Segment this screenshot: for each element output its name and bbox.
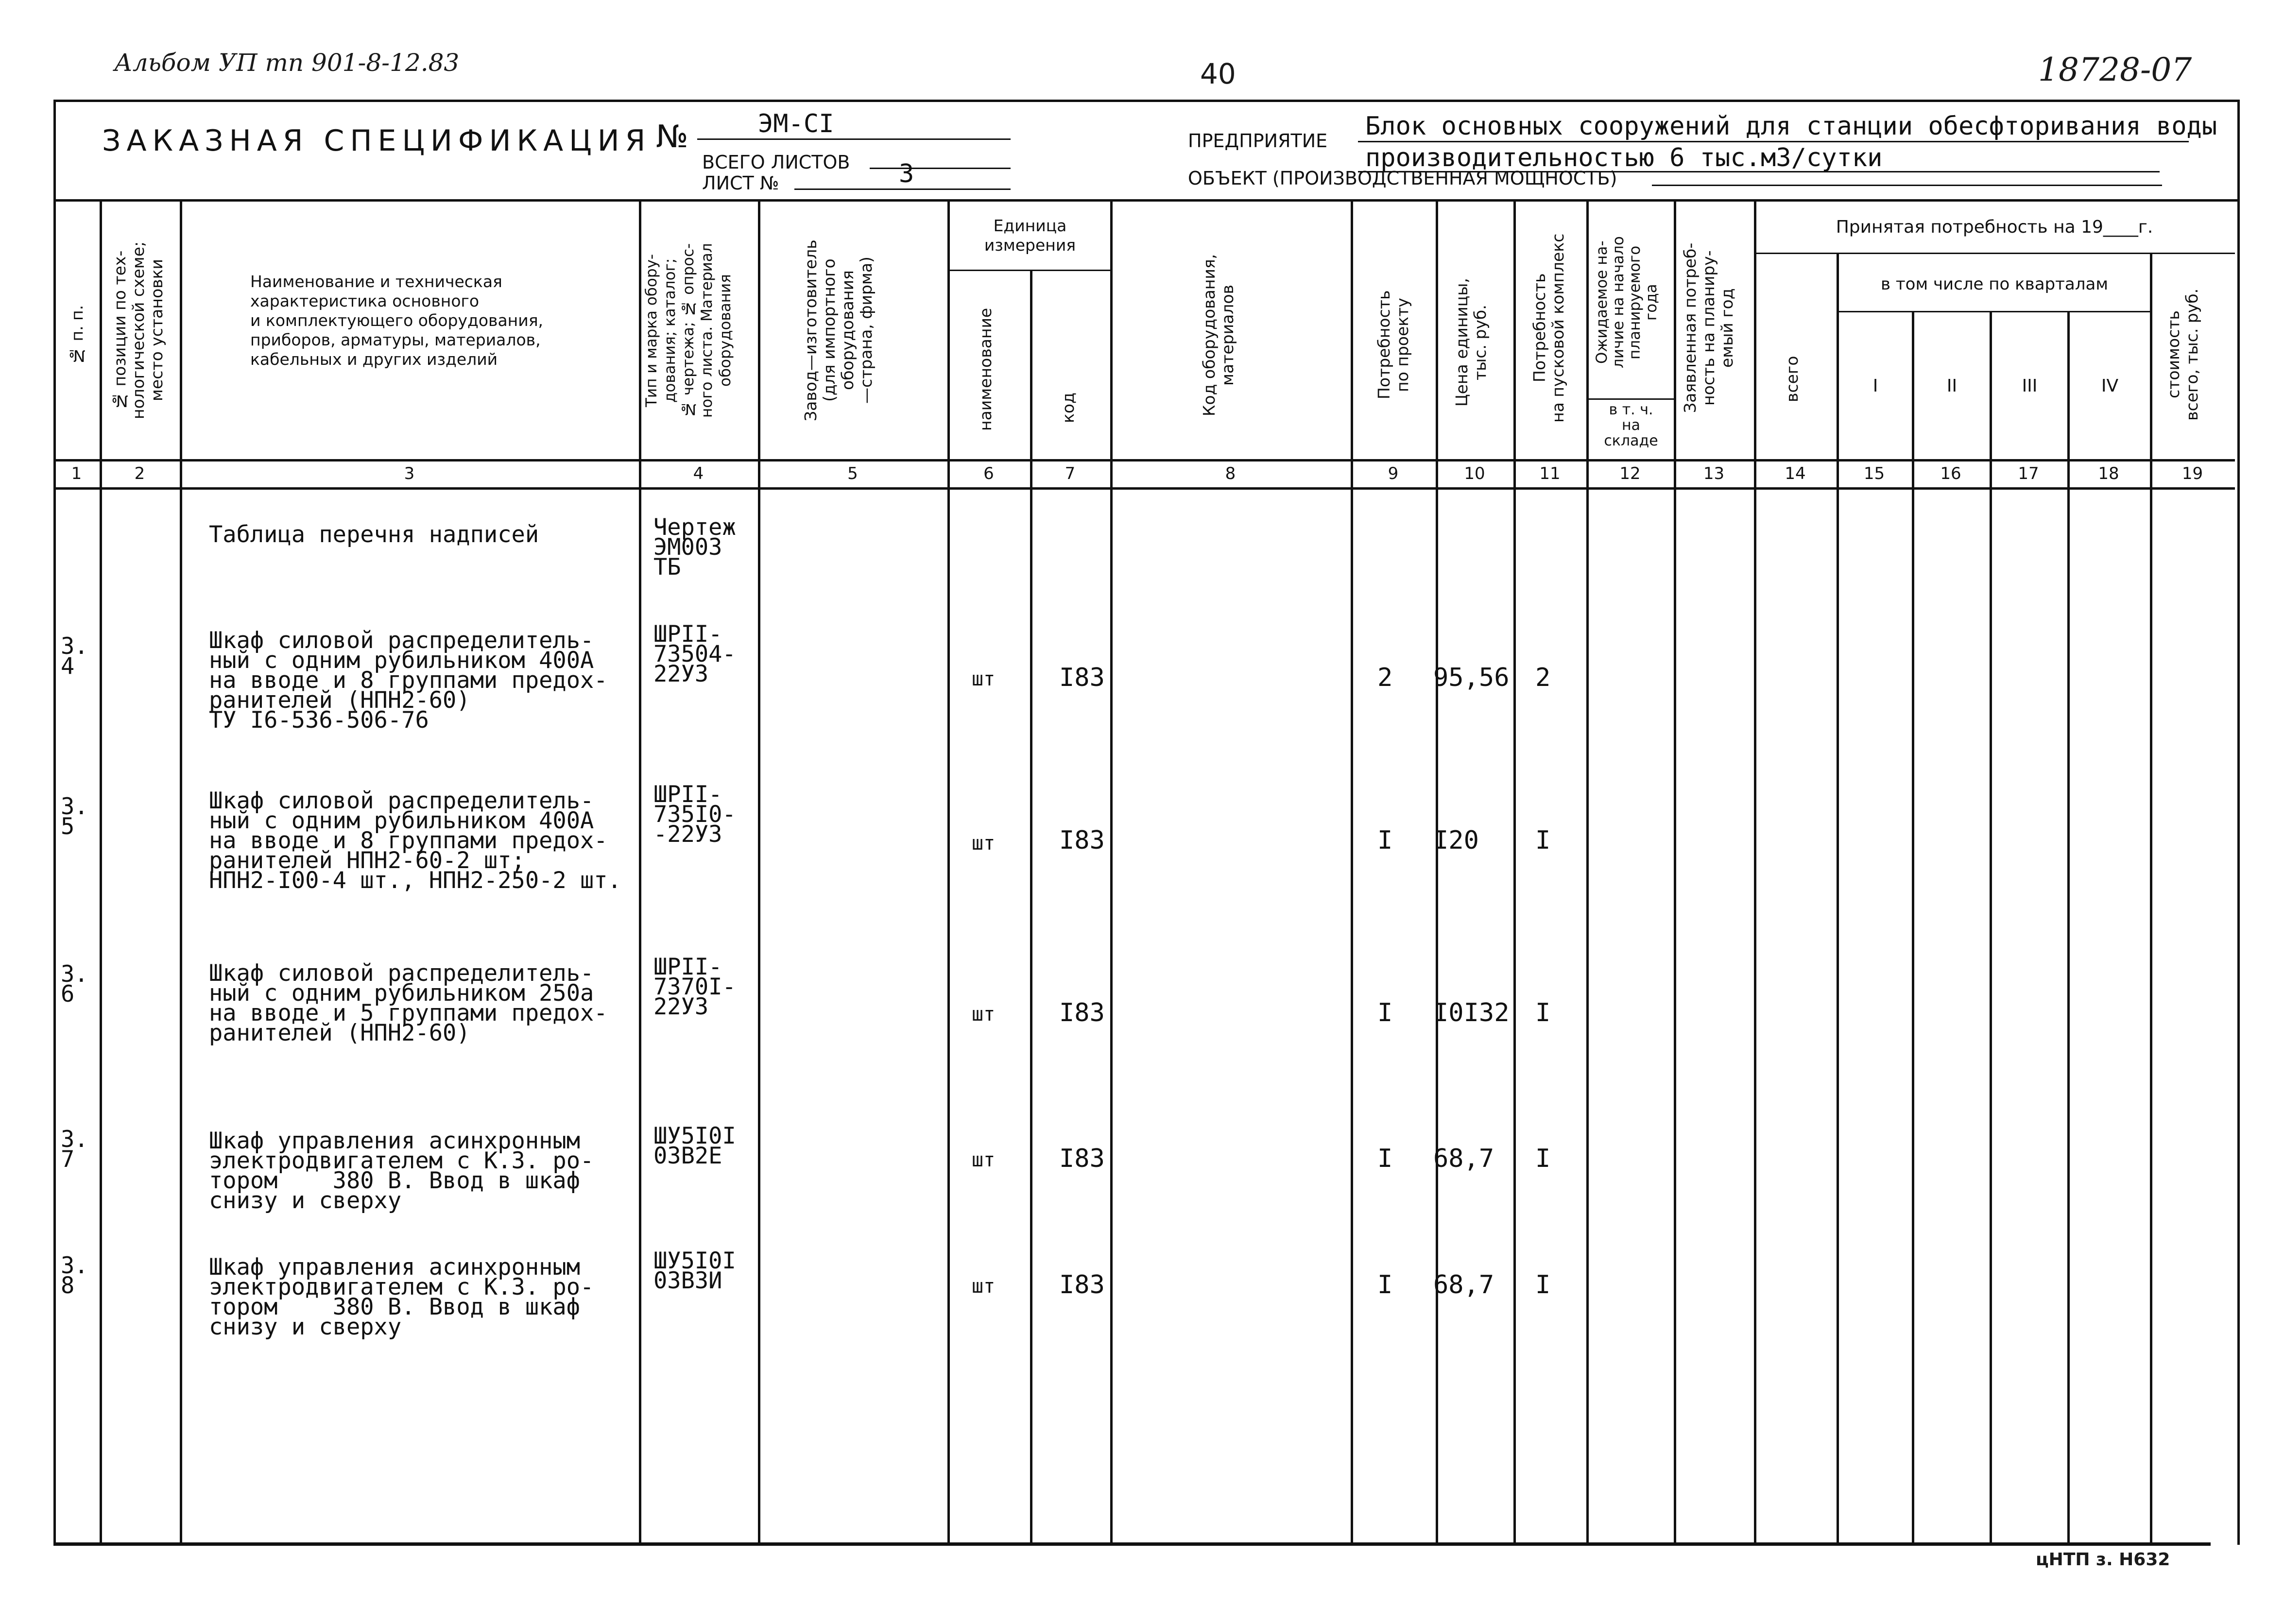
col-header-14: всего bbox=[1783, 356, 1802, 402]
row-2-code: I83 bbox=[1059, 826, 1105, 855]
col-line-7 bbox=[1110, 199, 1113, 1542]
row-5-need: I bbox=[1377, 1270, 1393, 1299]
header-body-divider bbox=[53, 459, 2235, 462]
col-header-13: Заявленная потреб- ность на планиру- емый год bbox=[1681, 242, 1736, 413]
col-header-7: код bbox=[1059, 393, 1078, 424]
colnum-divider bbox=[53, 487, 2235, 490]
row-2-name: Шкаф силовой распределитель- ный с одним рубильником 400А на вводе и 8 группами предох- ранителей НПН2-60-2 шт; НПН2-I00-4 шт., НПН2-250-2 шт. bbox=[209, 787, 621, 894]
object-label: ОБЪЕКТ (ПРОИЗВОДСТВЕННАЯ МОЩНОСТЬ) bbox=[1188, 168, 1617, 189]
sheet-label: ЛИСТ № bbox=[702, 172, 779, 194]
col-header-12: Ожидаемое на- личие на начало планируемого года bbox=[1593, 236, 1660, 369]
quarters-group-header: в том числе по кварталам bbox=[1881, 274, 2108, 294]
col-line-1 bbox=[100, 199, 102, 1542]
accepted-group-line bbox=[1754, 253, 2235, 254]
quarter-4-header: IV bbox=[2101, 376, 2119, 396]
col-header-8: Код оборудования, материалов bbox=[1200, 254, 1237, 417]
enterprise-value-line2: производительностью 6 тыс.м3/сутки bbox=[1365, 143, 1883, 172]
row-4-position: 3. 7 bbox=[61, 1126, 88, 1173]
album-reference: Альбом УП тп 901-8-12.83 bbox=[114, 49, 460, 77]
col-number-7: 7 bbox=[1065, 464, 1076, 483]
row-0-name: Таблица перечня надписей bbox=[209, 521, 539, 548]
col-number-19: 19 bbox=[2181, 464, 2203, 483]
col-line-9 bbox=[1436, 199, 1438, 1542]
col-number-9: 9 bbox=[1388, 464, 1399, 483]
row-5-code: I83 bbox=[1059, 1270, 1105, 1299]
row-4-code: I83 bbox=[1059, 1144, 1105, 1173]
col-header-19: стоимость всего, тыс. руб. bbox=[2164, 288, 2201, 421]
col-number-10: 10 bbox=[1464, 464, 1485, 483]
col-header-5: Завод—изготовитель (для импортного оборудования —страна, фирма) bbox=[801, 239, 876, 421]
row-3-unit: шт bbox=[972, 1003, 996, 1026]
row-1-code: I83 bbox=[1059, 663, 1105, 692]
page-number: 40 bbox=[1200, 57, 1236, 90]
col-line-8 bbox=[1351, 199, 1353, 1542]
row-1-price: 95,56 bbox=[1433, 663, 1510, 692]
col-header-4: Тип и марка обору- дования; каталог; № чертежа; № опрос- ного листа. Материал оборудования bbox=[643, 243, 734, 418]
col-number-8: 8 bbox=[1225, 464, 1236, 483]
header-divider bbox=[53, 199, 2237, 202]
col-number-14: 14 bbox=[1785, 464, 1806, 483]
object-underline bbox=[1652, 185, 2162, 186]
col-number-15: 15 bbox=[1863, 464, 1885, 483]
col-header-12b: в т. ч. на складе bbox=[1604, 401, 1658, 449]
col-line-2 bbox=[180, 199, 182, 1542]
col-number-4: 4 bbox=[693, 464, 704, 483]
accepted-group-header: Принятая потребность на 19____г. bbox=[1836, 217, 2153, 237]
quarter-2-header: II bbox=[1946, 376, 1958, 396]
print-stamp: цНТП з. Н632 bbox=[2036, 1550, 2170, 1570]
col-line-11 bbox=[1586, 199, 1589, 1542]
spec-number-label: № bbox=[656, 119, 688, 155]
col-line-10 bbox=[1513, 199, 1516, 1542]
row-3-need: I bbox=[1377, 998, 1393, 1027]
unit-group-header: Единица измерения bbox=[984, 216, 1076, 255]
row-5-unit: шт bbox=[972, 1275, 996, 1298]
quarter-1-header: I bbox=[1872, 376, 1878, 396]
col-line-13 bbox=[1754, 199, 1756, 1542]
row-1-position: 3. 4 bbox=[61, 633, 88, 680]
col-line-15 bbox=[1912, 311, 1914, 1542]
enterprise-value: Блок основных сооружений для станции обесфторивания воды bbox=[1365, 112, 2217, 141]
row-1-need: 2 bbox=[1377, 663, 1393, 692]
row-0-type: Чертеж ЭМ003 ТБ bbox=[653, 514, 736, 581]
row-3-name: Шкаф силовой распределитель- ный с одним рубильником 250а на вводе и 5 группами предох- ранителей (НПН2-60) bbox=[209, 960, 608, 1046]
row-2-position: 3. 5 bbox=[61, 793, 88, 840]
row-5-start: I bbox=[1535, 1270, 1551, 1299]
row-3-position: 3. 6 bbox=[61, 961, 88, 1008]
row-4-type: ШУ5I0I 03В2Е bbox=[653, 1123, 736, 1169]
total-sheets-label: ВСЕГО ЛИСТОВ bbox=[702, 152, 850, 173]
quarters-group-line bbox=[1837, 311, 2150, 312]
col-header-3: Наименование и техническая характеристика основного и комплектующего оборудования, приборов, арматуры, материалов, кабельных и других изделий bbox=[250, 272, 544, 369]
row-3-type: ШРII- 7370I- 22У3 bbox=[653, 954, 736, 1020]
spec-number-underline bbox=[697, 138, 1011, 140]
sheet-value: 3 bbox=[899, 159, 914, 188]
col-line-3 bbox=[639, 199, 641, 1542]
col-line-16 bbox=[1990, 311, 1992, 1542]
row-2-type: ШРII- 735I0- -22У3 bbox=[653, 781, 736, 848]
col-number-17: 17 bbox=[2018, 464, 2039, 483]
row-3-price: I0I32 bbox=[1433, 998, 1510, 1027]
table-bottom-line bbox=[53, 1542, 2211, 1546]
col-number-13: 13 bbox=[1703, 464, 1725, 483]
row-1-type: ШРII- 73504- 22У3 bbox=[653, 621, 736, 687]
col-line-4 bbox=[758, 199, 760, 1542]
row-5-type: ШУ5I0I 03В3И bbox=[653, 1248, 736, 1294]
enterprise-underline-2 bbox=[1358, 171, 2160, 172]
row-4-name: Шкаф управления асинхронным электродвигателем с К.З. ро- тором 380 В. Ввод в шкаф снизу и сверху bbox=[209, 1128, 594, 1214]
col-line-12 bbox=[1674, 199, 1676, 1542]
col-header-10: Цена единицы, тыс. руб. bbox=[1452, 278, 1490, 407]
quarter-3-header: III bbox=[2022, 376, 2038, 396]
row-5-position: 3. 8 bbox=[61, 1252, 88, 1299]
spec-number-value: ЭМ-СI bbox=[758, 109, 834, 138]
unit-group-line bbox=[947, 270, 1110, 271]
document-number: 18728-07 bbox=[2038, 51, 2192, 88]
col-number-12: 12 bbox=[1619, 464, 1641, 483]
col-number-3: 3 bbox=[404, 464, 415, 483]
col-number-2: 2 bbox=[134, 464, 145, 483]
row-3-start: I bbox=[1535, 998, 1551, 1027]
col-number-6: 6 bbox=[983, 464, 994, 483]
enterprise-label: ПРЕДПРИЯТИЕ bbox=[1188, 130, 1328, 152]
row-4-need: I bbox=[1377, 1144, 1393, 1173]
row-2-price: I20 bbox=[1433, 826, 1479, 855]
col-line-14 bbox=[1837, 253, 1839, 1542]
col-line-5 bbox=[947, 199, 950, 1542]
row-2-need: I bbox=[1377, 826, 1393, 855]
col-header-2: № позиции по тех- нологической схеме; место установки bbox=[110, 241, 166, 420]
total-sheets-underline bbox=[870, 168, 1011, 169]
col-header-11: Потребность на пусковой комплекс bbox=[1530, 233, 1567, 423]
row-3-code: I83 bbox=[1059, 998, 1105, 1027]
row-1-name: Шкаф силовой распределитель- ный с одним рубильником 400А на вводе и 8 группами предох- ранителей (НПН2-60) ТУ I6-536-506-76 bbox=[209, 627, 608, 734]
row-2-start: I bbox=[1535, 826, 1551, 855]
col-number-11: 11 bbox=[1539, 464, 1561, 483]
enterprise-underline bbox=[1358, 141, 2189, 142]
sheet-underline bbox=[794, 188, 1011, 190]
col-number-5: 5 bbox=[847, 464, 858, 483]
col-number-1: 1 bbox=[71, 464, 82, 483]
row-2-unit: шт bbox=[972, 832, 996, 855]
row-1-start: 2 bbox=[1535, 663, 1551, 692]
col-header-1: № п. п. bbox=[68, 305, 86, 366]
row-5-price: 68,7 bbox=[1433, 1270, 1494, 1299]
col-number-16: 16 bbox=[1940, 464, 1961, 483]
row-4-price: 68,7 bbox=[1433, 1144, 1494, 1173]
row-1-unit: шт bbox=[972, 668, 996, 690]
page-title: ЗАКАЗНАЯ СПЕЦИФИКАЦИЯ bbox=[102, 124, 652, 158]
stock-subline bbox=[1586, 398, 1674, 400]
row-5-name: Шкаф управления асинхронным электродвигателем с К.З. ро- тором 380 В. Ввод в шкаф снизу и сверху bbox=[209, 1254, 594, 1340]
row-4-start: I bbox=[1535, 1144, 1551, 1173]
col-line-17 bbox=[2067, 311, 2070, 1542]
col-header-9: Потребность по проекту bbox=[1374, 290, 1412, 400]
col-number-18: 18 bbox=[2098, 464, 2119, 483]
row-4-unit: шт bbox=[972, 1149, 996, 1171]
col-header-6: наименование bbox=[976, 308, 995, 431]
col-line-18 bbox=[2150, 253, 2152, 1542]
